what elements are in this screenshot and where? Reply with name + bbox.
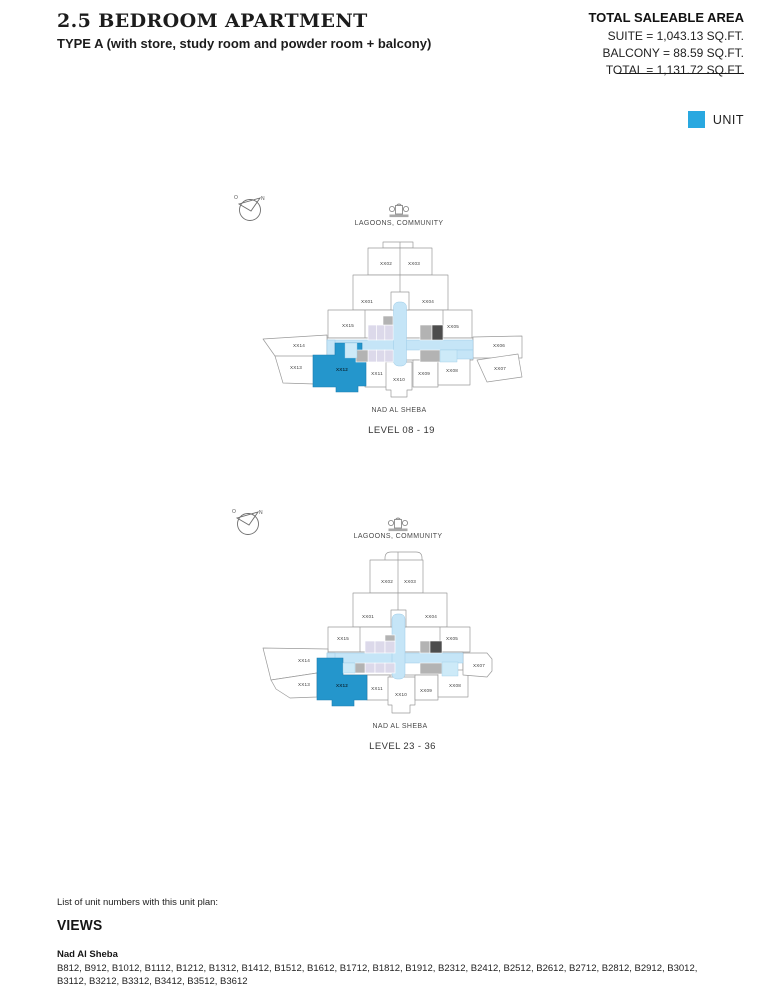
suite-area-line: SUITE = 1,043.13 SQ.FT. — [607, 29, 744, 43]
unit-label-xx15: XX15 — [336, 636, 350, 641]
plan2-bottom-label: NAD AL SHEBA — [372, 723, 428, 730]
page-subtitle: TYPE A (with store, study room and powder room + balcony) — [57, 36, 432, 51]
unit-label-xx10: XX10 — [392, 377, 406, 382]
unit-label-xx01: XX01 — [361, 614, 375, 619]
svg-text:N: N — [261, 196, 265, 202]
unit-label-xx05: XX05 — [446, 324, 460, 329]
unit-label-xx13: XX13 — [289, 365, 303, 370]
unit-legend-label: UNIT — [712, 112, 744, 127]
plan1-level-label: LEVEL 08 - 19 — [368, 425, 435, 436]
unit-label-xx09: XX09 — [417, 371, 431, 376]
unit-list-intro: List of unit numbers with this unit plan: — [57, 897, 219, 908]
unit-label-xx02: XX02 — [379, 261, 393, 266]
svg-text:O: O — [234, 195, 238, 201]
community-icon — [386, 202, 412, 219]
view-name: Nad Al Sheba — [57, 949, 118, 960]
unit-label-xx08: XX08 — [445, 368, 459, 373]
community-icon — [385, 516, 411, 533]
unit-legend — [688, 111, 744, 128]
unit-label-xx06: XX06 — [492, 343, 506, 348]
unit-label-xx07: XX07 — [493, 366, 507, 371]
balcony-area-line: BALCONY = 88.59 SQ.FT. — [602, 46, 744, 60]
unit-label-xx08: XX08 — [448, 683, 462, 688]
plan1-top-label: LAGOONS, COMMUNITY — [354, 220, 444, 227]
unit-label-xx05: XX05 — [445, 636, 459, 641]
compass-icon — [231, 506, 267, 538]
unit-label-xx04: XX04 — [421, 299, 435, 304]
unit-label-xx11: XX11 — [371, 686, 383, 691]
unit-legend-swatch — [688, 111, 705, 128]
unit-label-xx03: XX03 — [407, 261, 421, 266]
unit-label-xx01: XX01 — [360, 299, 374, 304]
unit-label-xx03: XX03 — [403, 579, 417, 584]
floorplan-level-23-36 — [240, 550, 540, 730]
unit-label-xx07: XX07 — [472, 663, 486, 668]
views-heading: VIEWS — [57, 917, 103, 934]
total-area-line: TOTAL = 1,131.72 SQ.FT. — [605, 63, 744, 77]
unit-label-xx13: XX13 — [297, 682, 311, 687]
unit-label-xx04: XX04 — [424, 614, 438, 619]
unit-label-xx10: XX10 — [394, 692, 408, 697]
plan2-level-label: LEVEL 23 - 36 — [369, 741, 436, 752]
area-underline — [617, 73, 744, 74]
unit-label-xx11: XX11 — [371, 371, 383, 376]
unit-label-xx14: XX14 — [297, 658, 311, 663]
svg-text:O: O — [232, 509, 236, 515]
compass-icon — [233, 192, 269, 224]
plan1-bottom-label: NAD AL SHEBA — [371, 407, 427, 414]
saleable-area-block — [524, 10, 744, 79]
unit-numbers-list: B812, B912, B1012, B1112, B1212, B1312, B1412, B1512, B1612, B1712, B1812, B1912, B2312, B2412, B2512, B2612, B2712, B2812, B2912, B3012, B3112, B3212, B3312, B3412, B3512, B3612 — [57, 963, 698, 987]
unit-label-xx15: XX15 — [341, 323, 355, 328]
floorplan-level-08-19 — [250, 240, 530, 410]
unit-label-xx14: XX14 — [292, 343, 306, 348]
unit-label-xx12: XX12 — [335, 367, 349, 372]
plan2-top-label: LAGOONS, COMMUNITY — [353, 533, 443, 540]
unit-label-xx02: XX02 — [380, 579, 394, 584]
unit-label-xx12: XX12 — [335, 683, 349, 688]
unit-label-xx09: XX09 — [419, 688, 433, 693]
saleable-area-heading: TOTAL SALEABLE AREA — [588, 10, 744, 25]
page-title: 2.5 BEDROOM APARTMENT — [57, 10, 368, 32]
svg-text:N: N — [259, 510, 263, 516]
